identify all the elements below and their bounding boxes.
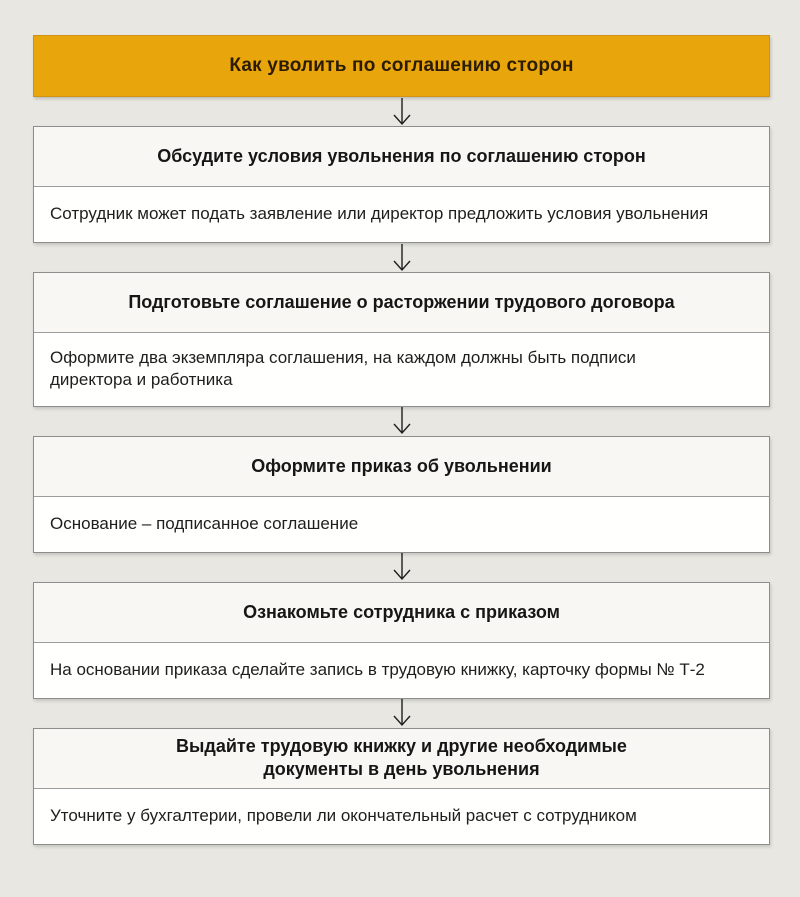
step-title-1 bbox=[34, 127, 769, 187]
step-title-5 bbox=[34, 729, 769, 789]
step-title-3 bbox=[34, 437, 769, 497]
flow-connector bbox=[33, 407, 770, 436]
flowchart-header bbox=[33, 35, 770, 97]
step-box-1 bbox=[33, 126, 770, 243]
step-title-text: Подготовьте соглашение о расторжении трудового договора bbox=[128, 291, 675, 312]
step-title-text: Ознакомьте сотрудника с приказом bbox=[243, 601, 560, 622]
flow-connector bbox=[33, 243, 770, 272]
arrow-down-icon bbox=[391, 699, 413, 727]
step-body-4 bbox=[34, 643, 769, 698]
step-title-text: Оформите приказ об увольнении bbox=[251, 455, 552, 476]
step-box-3 bbox=[33, 436, 770, 553]
step-box-5 bbox=[33, 728, 770, 845]
step-box-2 bbox=[33, 272, 770, 407]
step-description: Уточните у бухгалтерии, провели ли окончательный расчет с сотрудником bbox=[50, 806, 637, 826]
arrow-down-icon bbox=[391, 407, 413, 435]
step-description: На основании приказа сделайте запись в трудовую книжку, карточку формы № Т-2 bbox=[50, 660, 705, 680]
step-title-4 bbox=[34, 583, 769, 643]
step-body-2 bbox=[34, 333, 769, 406]
step-title-2 bbox=[34, 273, 769, 333]
step-box-4 bbox=[33, 582, 770, 699]
flowchart bbox=[33, 0, 770, 845]
flow-connector bbox=[33, 97, 770, 126]
step-description: Основание – подписанное соглашение bbox=[50, 514, 359, 534]
step-description: Оформите два экземпляра соглашения, на каждом должны быть подписи директора и работника bbox=[50, 348, 636, 390]
step-body-1 bbox=[34, 187, 769, 242]
step-body-5 bbox=[34, 789, 769, 844]
step-title-text: Выдайте трудовую книжку и другие необходимые документы в день увольнения bbox=[176, 736, 627, 780]
flow-connector bbox=[33, 553, 770, 582]
arrow-down-icon bbox=[391, 244, 413, 272]
arrow-down-icon bbox=[391, 553, 413, 581]
step-title-text: Обсудите условия увольнения по соглашению сторон bbox=[157, 145, 646, 166]
flow-connector bbox=[33, 699, 770, 728]
step-description: Сотрудник может подать заявление или директор предложить условия увольнения bbox=[50, 204, 709, 224]
flowchart-title: Как уволить по соглашению сторон bbox=[229, 55, 574, 76]
arrow-down-icon bbox=[391, 98, 413, 126]
step-body-3 bbox=[34, 497, 769, 552]
